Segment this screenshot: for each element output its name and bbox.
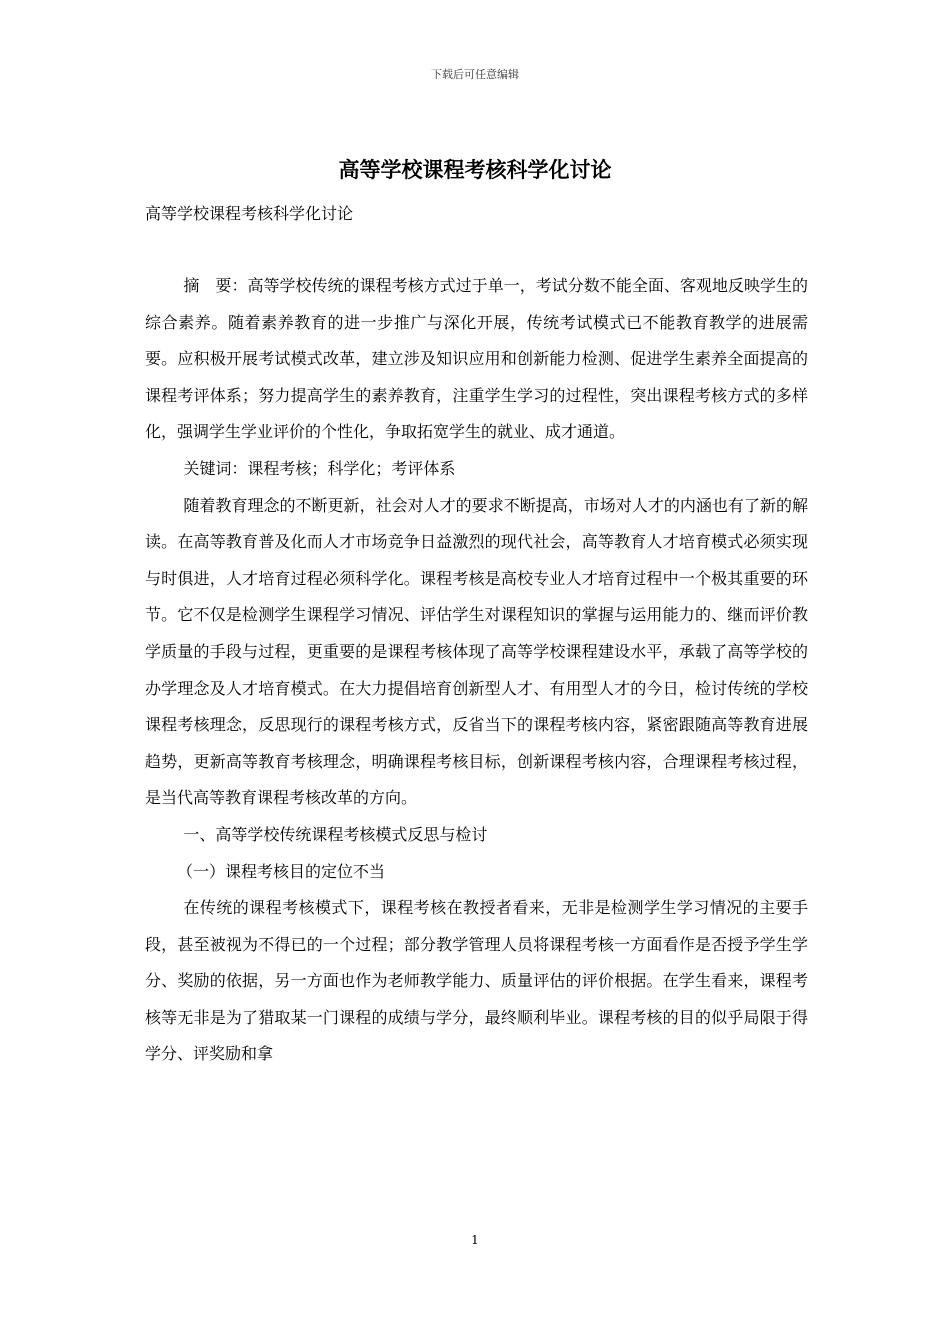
- subsection-heading: （一）课程考核目的定位不当: [177, 861, 386, 881]
- body-paragraph: 在传统的课程考核模式下，课程考核在教授者看来，无非是检测学生学习情况的主要手段，甚至被视为不得已的一个过程；部分教学管理人员将课程考核一方面看作是否授予学生学分、奖励的依据，另一方面也作为老师教学能力、质量评估的评价根据。在学生看来，课程考核等无非是为了猎取某一门课程的成绩与学分，最终顺利毕业。课程考核的目的似乎局限于得学分、评奖励和拿: [145, 898, 808, 1064]
- page-number: 1: [471, 1233, 479, 1247]
- document-title: 高等学校课程考核科学化讨论: [338, 157, 612, 182]
- keywords-line: 关键词：课程考核；科学化；考评体系: [183, 458, 456, 478]
- section-heading: 一、高等学校传统课程考核模式反思与检讨: [183, 824, 488, 844]
- document-body: [145, 268, 808, 1073]
- document-subtitle: 高等学校课程考核科学化讨论: [145, 204, 354, 223]
- abstract-paragraph: 摘 要：高等学校传统的课程考核方式过于单一，考试分数不能全面、客观地反映学生的综合素养。随着素养教育的进一步推广与深化开展，传统考试模式已不能教育教学的进展需要。应积极开展考试模式改革，建立涉及知识应用和创新能力检测、促进学生素养全面提高的课程考评体系；努力提高学生的素养教育，注重学生学习的过程性，突出课程考核方式的多样化，强调学生学业评价的个性化，争取拓宽学生的就业、成才通道。: [145, 276, 808, 442]
- intro-paragraph: 随着教育理念的不断更新，社会对人才的要求不断提高，市场对人才的内涵也有了新的解读。在高等教育普及化而人才市场竞争日益激烈的现代社会，高等教育人才培育模式必须实现与时俱进，人才培育过程必须科学化。课程考核是高校专业人才培育过程中一个极其重要的环节。它不仅是检测学生课程学习情况、评估学生对课程知识的掌握与运用能力的、继而评价教学质量的手段与过程，更重要的是课程考核体现了高等学校课程建设水平，承载了高等学校的办学理念及人才培育模式。在大力提倡培育创新型人才、有用型人才的今日，检讨传统的学校课程考核理念，反思现行的课程考核方式，反省当下的课程考核内容，紧密跟随高等教育进展趋势，更新高等教育考核理念，明确课程考核目标，创新课程考核内容，合理课程考核过程，是当代高等教育课程考核改革的方向。: [145, 495, 808, 808]
- page-header-note: 下载后可任意编辑: [431, 68, 519, 81]
